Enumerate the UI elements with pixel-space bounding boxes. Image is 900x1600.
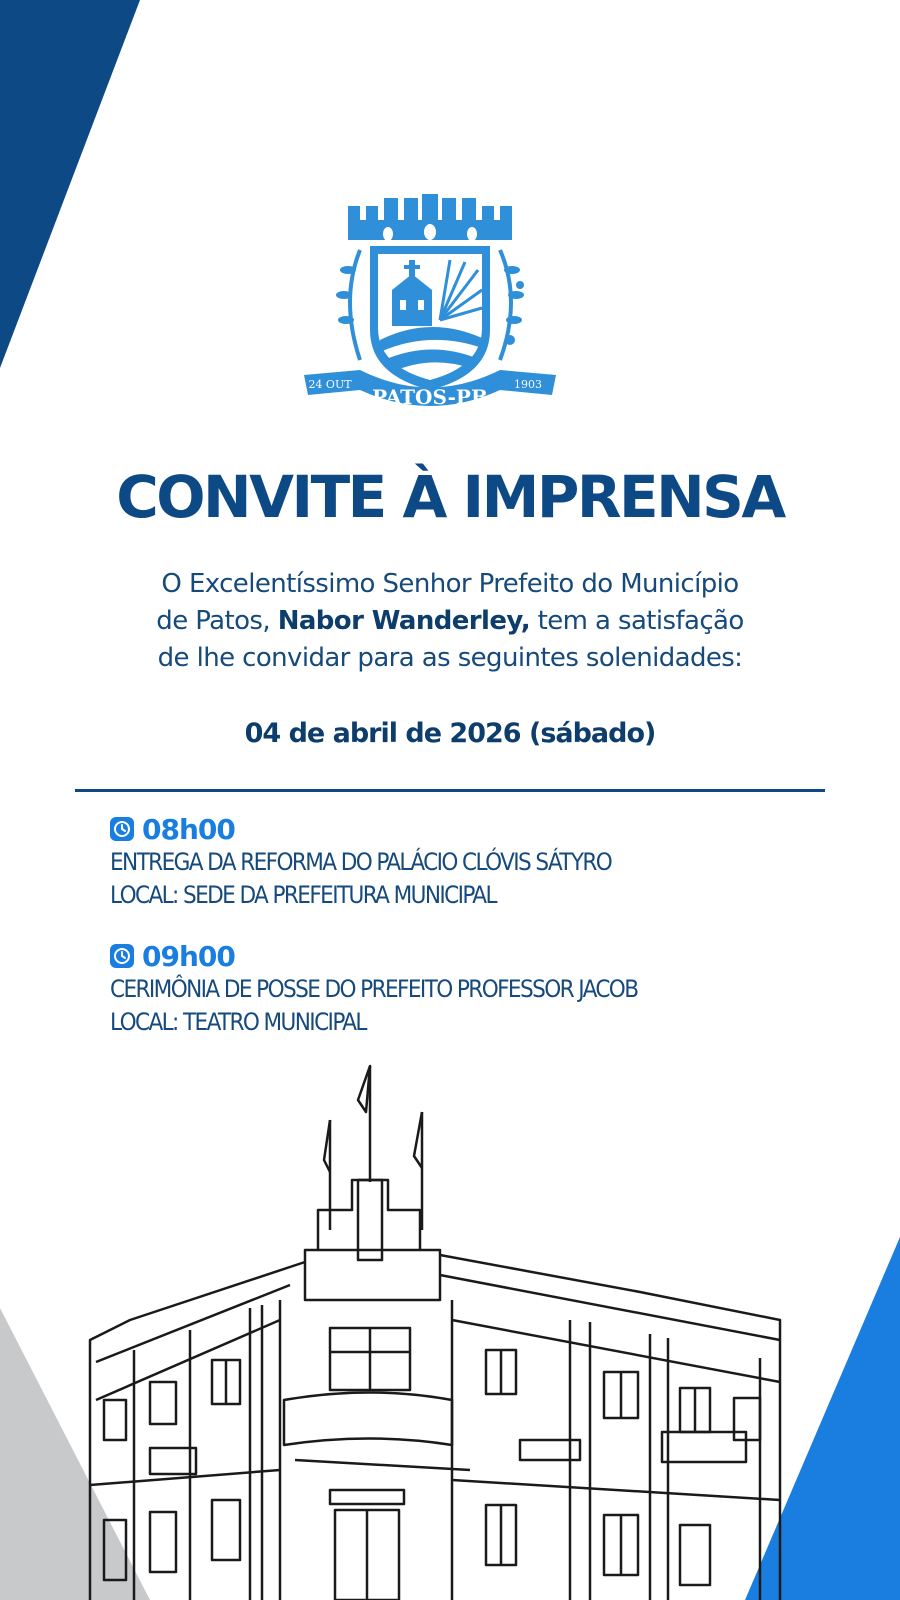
event-location: LOCAL: TEATRO MUNICIPAL [110, 1008, 366, 1036]
clock-icon [110, 944, 134, 968]
event-item [110, 939, 870, 1039]
event-location: LOCAL: SEDE DA PREFEITURA MUNICIPAL [110, 881, 496, 909]
mayor-name: Nabor Wanderley, [277, 606, 530, 636]
event-item [110, 812, 870, 912]
divider [75, 789, 825, 792]
crest-ribbon-center: PATOS-PB [372, 385, 488, 409]
city-crest [300, 190, 560, 420]
event-time-row [110, 812, 870, 846]
intro-line-2-end: tem a satisfação [529, 606, 744, 636]
crest-ribbon-right: 1903 [514, 378, 542, 391]
event-date: 04 de abril de 2026 (sábado) [244, 718, 656, 749]
event-time-row [110, 939, 870, 973]
intro-text [90, 566, 810, 677]
page-title: CONVITE À IMPRENSA [116, 463, 784, 531]
intro-line-1: O Excelentíssimo Senhor Prefeito do Município [161, 569, 739, 599]
event-time: 08h00 [142, 812, 235, 846]
building-line-art [0, 1055, 900, 1600]
event-title: ENTREGA DA REFORMA DO PALÁCIO CLÓVIS SÁTYRO [110, 848, 612, 876]
intro-line-2 [90, 603, 810, 640]
intro-line-3: de lhe convidar para as seguintes solenidades: [157, 643, 743, 673]
event-title: CERIMÔNIA DE POSSE DO PREFEITO PROFESSOR JACOB [110, 975, 638, 1003]
clock-icon [110, 817, 134, 841]
top-left-navy-wedge [0, 0, 140, 368]
event-time: 09h00 [142, 939, 235, 973]
intro-line-2-start: de Patos, [156, 606, 278, 636]
crest-ribbon-left: 24 OUT [308, 378, 352, 391]
